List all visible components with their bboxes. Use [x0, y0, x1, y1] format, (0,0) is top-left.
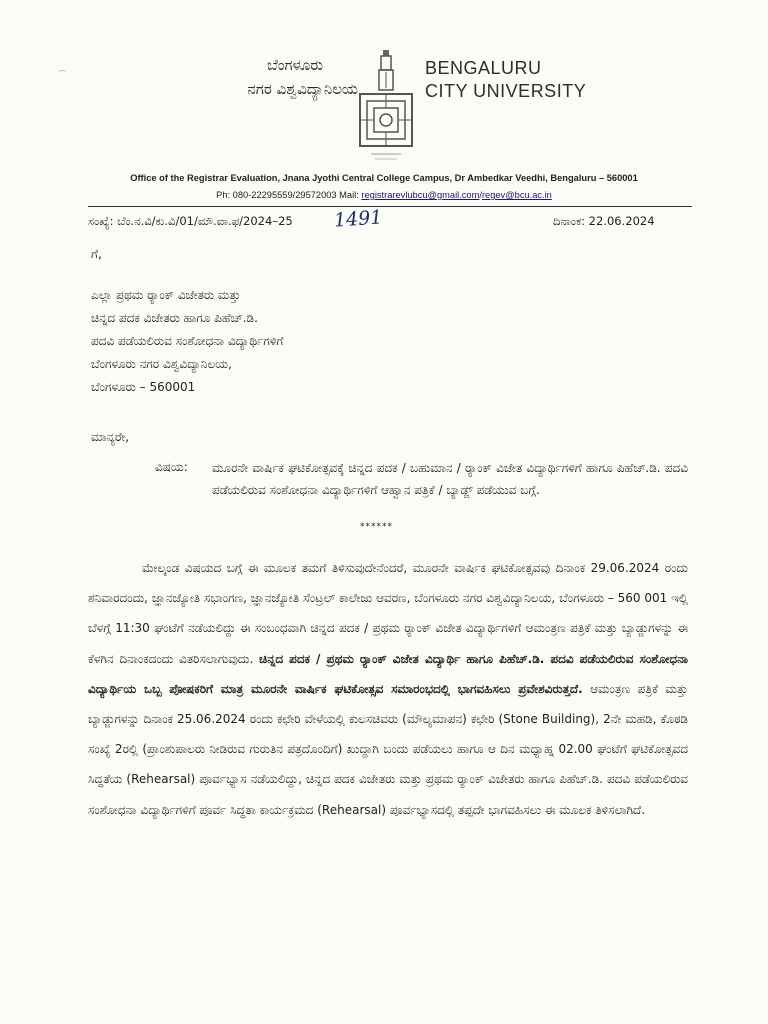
salutation: ಮಾನ್ಯರೇ,: [91, 430, 130, 444]
subject-label: ವಿಷಯ:: [155, 460, 188, 474]
email-link-1[interactable]: registrarevlubcu@gmail.com: [361, 190, 480, 200]
subject-text: ಮೂರನೇ ವಾರ್ಷಿಕ ಘಟಿಕೋತ್ಸವಕ್ಕೆ ಚಿನ್ನದ ಪದಕ / ಬಹುಮಾನ / ರ್‍ಯಾಂಕ್ ವಿಜೇತ ವಿದ್ಯಾರ್ಥಿಗಳಿಗೆ ಹಾಗೂ ಪಿಹೆಚ್.ಡಿ. ಪದವಿ ಪಡೆಯಲಿರುವ ಸಂಶೋಧನಾ ವಿದ್ಯಾರ್ಥಿಗಳಿಗೆ ಆಹ್ವಾನ ಪತ್ರಿಕೆ / ಬ್ಯಾಡ್ಜ್ ಪಡೆಯುವ ಬಗ್ಗೆ.: [212, 461, 688, 497]
addressee-line: ಬೆಂಗಳೂರು ನಗರ ವಿಶ್ವವಿದ್ಯಾನಿಲಯ,: [91, 357, 232, 371]
scan-mark: [58, 70, 66, 77]
university-name-kannada-line2: ನಗರ ವಿಶ್ವವಿದ್ಯಾನಿಲಯ: [247, 80, 358, 98]
header-divider: [88, 206, 692, 207]
addressee-line: ಚಿನ್ನದ ಪದಕ ವಿಜೇತರು ಹಾಗೂ ಪಿಹೆಚ್.ಡಿ.: [91, 311, 258, 325]
office-address: Office of the Registrar Evaluation, Jnana Jyothi Central College Campus, Dr Ambedkar Veedhi, Bengaluru – 560001: [130, 173, 638, 183]
letter-body: [88, 553, 688, 825]
addressee-line: ಬೆಂಗಳೂರು – 560001: [91, 380, 196, 394]
university-name-kannada-line1: ಬೆಂಗಳೂರು: [266, 56, 323, 74]
email-link-2[interactable]: regev@bcu.ac.in: [481, 190, 552, 200]
handwritten-number: 1491: [333, 206, 384, 232]
university-name-english-line1: BENGALURU: [425, 58, 542, 78]
body-paragraph-part3: ಆಮಂತ್ರಣ ಪತ್ರಿಕೆ ಮತ್ತು ಬ್ಯಾಡ್ಜುಗಳನ್ನು ದಿನಾಂಕ 25.06.2024 ರಂದು ಕಛೇರಿ ವೇಳೆಯಲ್ಲಿ ಕುಲಸಚಿವರು (ಮೌಲ್ಯಮಾಪನ) ಕಛೇರಿ (Stone Building), 2ನೇ ಮಹಡಿ, ಕೊಠಡಿ ಸಂಖ್ಯೆ 2ರಲ್ಲಿ (ಪ್ರಾಂಶುಪಾಲರು ನೀಡಿರುವ ಗುರುತಿನ ಪತ್ರದೊಂದಿಗೆ) ಖುದ್ದಾಗಿ ಬಂದು ಪಡೆಯಲು ಹಾಗೂ ಆ ದಿನ ಮಧ್ಯಾಹ್ನ 02.00 ಘಂಟೆಗೆ ಘಟಿಕೋತ್ಸವದ ಸಿದ್ಧತೆಯ (Rehearsal) ಪೂರ್ವಭ್ಯಾಸ ನಡೆಯಲಿದ್ದು, ಚಿನ್ನದ ಪದಕ ವಿಜೇತರು ಮತ್ತು ಪ್ರಥಮ ರ್‍ಯಾಂಕ್ ವಿಜೇತರು ಹಾಗೂ ಪಿಹೆಚ್.ಡಿ. ಪದವಿ ಪಡೆಯಲಿರುವ ಸಂಶೋಧನಾ ವಿದ್ಯಾರ್ಥಿಗಳಿಗೆ ಪೂರ್ವ ಸಿದ್ಧತಾ ಕಾರ್ಯಕ್ರಮದ (Rehearsal) ಪೂರ್ವಭ್ಯಾಸದಲ್ಲಿ ತಪ್ಪದೇ ಭಾಗವಹಿಸಲು ಈ ಮೂಲಕ ತಿಳಿಸಲಾಗಿದೆ.: [88, 681, 689, 817]
subject-separator: ******: [360, 522, 393, 532]
addressee-line: ಎಲ್ಲಾ ಪ್ರಥಮ ರ್‍ಯಾಂಕ್ ವಿಜೇತರು ಮತ್ತು: [91, 288, 241, 302]
phone-mail-label: Ph: 080-22295559/29572003 Mail:: [216, 190, 362, 200]
letter-date: ದಿನಾಂಕ: 22.06.2024: [553, 214, 655, 228]
addressee-line: ಪದವಿ ಪಡೆಯಲಿರುವ ಸಂಶೋಧನಾ ವಿದ್ಯಾರ್ಥಿಗಳಿಗೆ: [91, 334, 284, 348]
university-name-english-line2: CITY UNIVERSITY: [425, 81, 587, 101]
contact-line: [0, 190, 768, 200]
email-separator: /: [479, 190, 482, 200]
body-paragraph-bold: ಚಿನ್ನದ ಪದಕ / ಪ್ರಥಮ ರ್‍ಯಾಂಕ್ ವಿಜೇತ ವಿದ್ಯಾರ್ಥಿ ಹಾಗೂ ಪಿಹೆಚ್.ಡಿ. ಪದವಿ ಪಡೆಯಲಿರುವ ಸಂಶೋಧನಾ ವಿದ್ಯಾರ್ಥಿಯ ಒಬ್ಬ ಪೋಷಕರಿಗೆ ಮಾತ್ರ ಮೂರನೇ ವಾರ್ಷಿಕ ಘಟಿಕೋತ್ಸವ ಸಮಾರಂಭದಲ್ಲಿ ಭಾಗವಹಿಸಲು ಪ್ರವೇಶವಿರುತ್ತದೆ.: [88, 651, 688, 696]
to-label: ಗೆ,: [91, 247, 102, 261]
university-emblem-icon: [357, 48, 415, 166]
reference-number: ಸಂಖ್ಯೆ: ಬೆಂ.ನ.ವಿ/ಕು.ವಿ/01/ಮೌ.ವಾ.ಫ/2024–25: [88, 214, 293, 228]
body-paragraph-part1: ಮೇಲ್ಕಂಡ ವಿಷಯದ ಬಗ್ಗೆ ಈ ಮೂಲಕ ತಮಗೆ ತಿಳಿಸುವುದೇನೆಂದರೆ, ಮೂರನೇ ವಾರ್ಷಿಕ ಘಟಿಕೋತ್ಸವವು ದಿನಾಂಕ 29.06.2024 ರಂದು ಶನಿವಾರದಂದು, ಜ್ಞಾನಜ್ಯೋತಿ ಸಭಾಂಗಣ, ಜ್ಞಾನಜ್ಯೋತಿ ಸೆಂಟ್ರಲ್ ಕಾಲೇಜು ಆವರಣ, ಬೆಂಗಳೂರು ನಗರ ವಿಶ್ವವಿದ್ಯಾನಿಲಯ, ಬೆಂಗಳೂರು – 560 001 ಇಲ್ಲಿ ಬೆಳಗ್ಗೆ 11:30 ಘಂಟೆಗೆ ನಡೆಯಲಿದ್ದು ಈ ಸಂಬಂಧವಾಗಿ ಚಿನ್ನದ ಪದಕ / ಪ್ರಥಮ ರ್‍ಯಾಂಕ್ ವಿಜೇತ ವಿದ್ಯಾರ್ಥಿಗಳಿಗೆ ಆಮಂತ್ರಣ ಪತ್ರಿಕೆ ಮತ್ತು ಬ್ಯಾಡ್ಜುಗಳನ್ನು ಈ ಕೆಳಗಿನ ದಿನಾಂಕದಂದು ವಿತರಿಸಲಾಗುವುದು.: [88, 561, 688, 666]
